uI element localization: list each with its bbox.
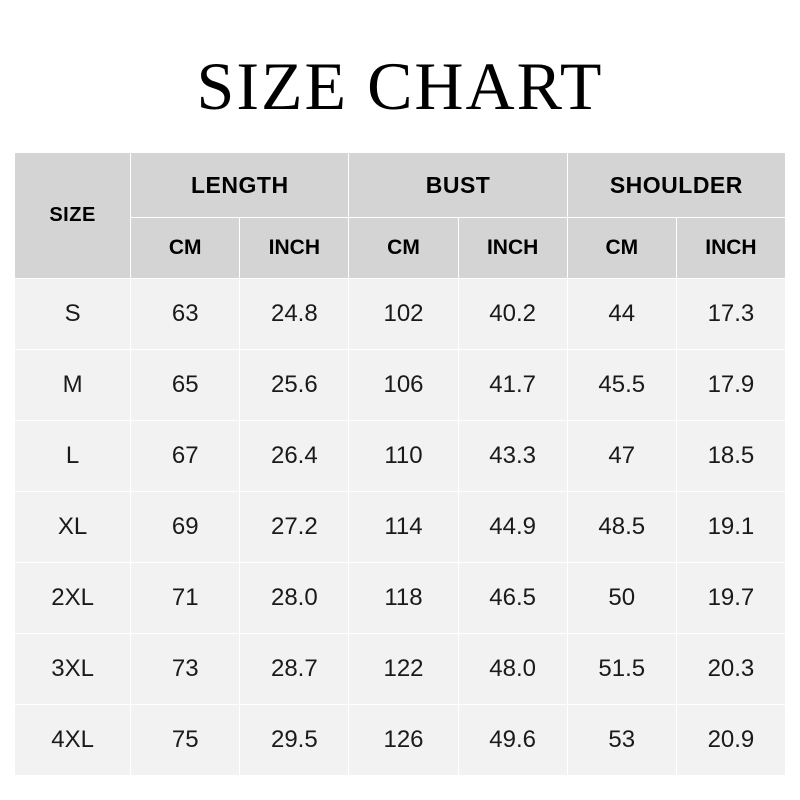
- page-title: SIZE CHART: [196, 48, 604, 124]
- column-group-header-shoulder: SHOULDER: [567, 153, 785, 218]
- table-row: [15, 492, 786, 563]
- cell-length-cm: 69: [131, 492, 240, 563]
- cell-bust-inch: 44.9: [458, 492, 567, 563]
- cell-shoulder-cm: 51.5: [567, 634, 676, 705]
- cell-length-cm: 67: [131, 421, 240, 492]
- column-header-length-cm: CM: [131, 218, 240, 279]
- cell-shoulder-cm: 45.5: [567, 350, 676, 421]
- column-group-header-length: LENGTH: [131, 153, 349, 218]
- cell-length-inch: 26.4: [240, 421, 349, 492]
- cell-bust-inch: 40.2: [458, 279, 567, 350]
- table-row: [15, 279, 786, 350]
- cell-size: 2XL: [15, 563, 131, 634]
- cell-length-inch: 27.2: [240, 492, 349, 563]
- cell-bust-cm: 106: [349, 350, 458, 421]
- table-row: [15, 350, 786, 421]
- cell-bust-cm: 122: [349, 634, 458, 705]
- cell-size: S: [15, 279, 131, 350]
- cell-shoulder-inch: 18.5: [676, 421, 785, 492]
- column-header-shoulder-cm: CM: [567, 218, 676, 279]
- table-body: [15, 279, 786, 776]
- cell-bust-cm: 126: [349, 705, 458, 776]
- cell-bust-inch: 43.3: [458, 421, 567, 492]
- cell-bust-inch: 48.0: [458, 634, 567, 705]
- cell-shoulder-cm: 48.5: [567, 492, 676, 563]
- cell-shoulder-cm: 47: [567, 421, 676, 492]
- column-header-bust-cm: CM: [349, 218, 458, 279]
- column-group-header-bust: BUST: [349, 153, 567, 218]
- cell-bust-cm: 114: [349, 492, 458, 563]
- table-row: [15, 634, 786, 705]
- cell-bust-cm: 102: [349, 279, 458, 350]
- cell-size: L: [15, 421, 131, 492]
- cell-size: 3XL: [15, 634, 131, 705]
- table-header: [15, 153, 786, 279]
- column-header-size: SIZE: [15, 153, 131, 279]
- cell-length-cm: 71: [131, 563, 240, 634]
- cell-size: M: [15, 350, 131, 421]
- cell-shoulder-inch: 17.9: [676, 350, 785, 421]
- column-header-shoulder-inch: INCH: [676, 218, 785, 279]
- cell-size: 4XL: [15, 705, 131, 776]
- cell-length-inch: 28.7: [240, 634, 349, 705]
- column-header-length-inch: INCH: [240, 218, 349, 279]
- cell-shoulder-inch: 17.3: [676, 279, 785, 350]
- cell-size: XL: [15, 492, 131, 563]
- table-row: [15, 563, 786, 634]
- cell-length-cm: 63: [131, 279, 240, 350]
- cell-shoulder-inch: 20.3: [676, 634, 785, 705]
- cell-bust-cm: 118: [349, 563, 458, 634]
- cell-bust-inch: 49.6: [458, 705, 567, 776]
- table-row: [15, 705, 786, 776]
- size-table-container: [14, 152, 786, 776]
- cell-shoulder-inch: 19.7: [676, 563, 785, 634]
- table-header-row-units: [15, 218, 786, 279]
- table-header-row-groups: [15, 153, 786, 218]
- cell-length-inch: 29.5: [240, 705, 349, 776]
- cell-shoulder-inch: 20.9: [676, 705, 785, 776]
- cell-length-cm: 73: [131, 634, 240, 705]
- cell-length-cm: 75: [131, 705, 240, 776]
- cell-length-inch: 25.6: [240, 350, 349, 421]
- cell-bust-inch: 41.7: [458, 350, 567, 421]
- cell-shoulder-inch: 19.1: [676, 492, 785, 563]
- column-header-bust-inch: INCH: [458, 218, 567, 279]
- cell-length-inch: 28.0: [240, 563, 349, 634]
- cell-bust-inch: 46.5: [458, 563, 567, 634]
- cell-length-inch: 24.8: [240, 279, 349, 350]
- cell-bust-cm: 110: [349, 421, 458, 492]
- cell-shoulder-cm: 53: [567, 705, 676, 776]
- cell-length-cm: 65: [131, 350, 240, 421]
- table-row: [15, 421, 786, 492]
- size-chart-table: [14, 152, 786, 776]
- cell-shoulder-cm: 44: [567, 279, 676, 350]
- cell-shoulder-cm: 50: [567, 563, 676, 634]
